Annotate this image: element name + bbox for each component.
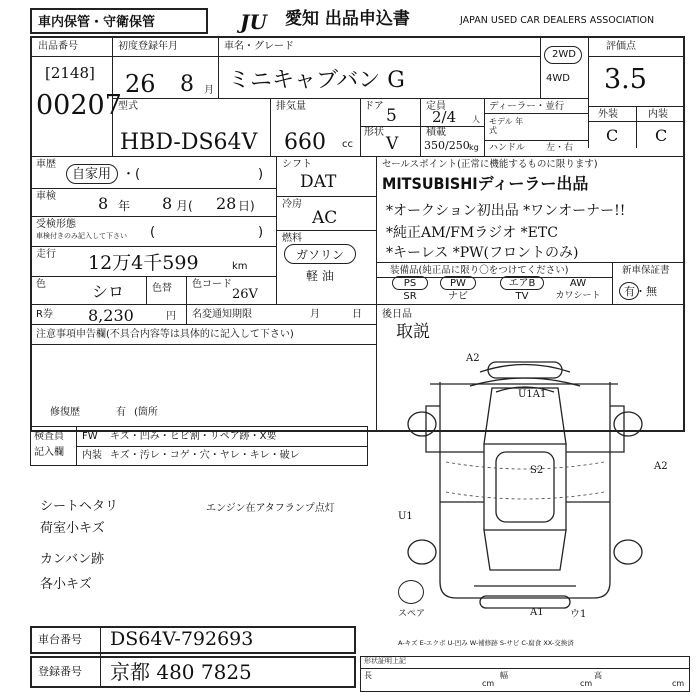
color-value: シロ [92,282,125,301]
notice-day: 日 [352,309,362,320]
manual-value: 取説 [396,322,430,342]
mileage-unit: km [232,261,248,272]
ac-label: 冷房 [282,199,302,210]
dealer-label: ディーラー・並行 [489,101,565,112]
displacement-value: 660 [284,130,326,155]
ac-value: AC [312,208,338,228]
displacement-label: 排気量 [276,101,306,112]
registration-value: 京都 480 7825 [110,660,252,684]
history-value: 自家用 [72,167,112,182]
equip-sr: SR [403,291,417,302]
manual-label: 後日品 [382,309,412,320]
type-code-value: HBD-DS64V [120,130,258,155]
mark-a2-right: A2 [654,461,668,472]
model-name-value: ミニキャブバン G [228,68,405,93]
seats-unit: 人 [472,115,480,124]
equip-ps: PS [403,278,417,289]
shape-label: 形状 [364,127,384,138]
remark-engine: エンジン在アタフランプ点灯 [206,503,335,514]
color-code-value: 26V [232,287,258,302]
history-close: ) [258,167,264,182]
lot-sub-value: [2148] [45,64,95,82]
mark-u1-top: U1A1 [518,389,547,400]
mileage-label: 走行 [36,249,56,260]
shaken-year: 8 [98,194,109,213]
fuel-label: 燃料 [282,233,302,244]
shaken-month: 8 [162,194,173,213]
selling-point-1: *オークション初出品 *ワンオーナー!! [386,203,626,219]
shaken-day: 28 [216,194,237,213]
chassis-value: DS64V-792693 [110,628,254,650]
mark-u-bottom: ウ1 [570,609,587,620]
selling-point-3: *キーレス *PW(フロントのみ) [386,245,579,261]
history-label: 車歴 [36,159,56,170]
fuel-value: ガソリン [296,248,345,262]
handle-label: ハンドル [489,143,526,153]
inspector-label-1: 検査員 [34,431,64,442]
notice-month: 月 [310,309,320,320]
drive-2wd-label: 2WD [552,49,576,60]
first-reg-year: 26 [125,70,156,98]
capacity-value: 350/250 [424,139,470,152]
recycle-value: 8,230 [88,306,134,325]
repair-value: 有 [116,407,126,418]
inspector-label-2: 記入欄 [34,447,64,458]
score-value: 3.5 [604,64,647,95]
notice-label: 名変通知期限 [192,309,252,320]
equipment-label: 装備品(純正品に限り〇をつけてください) [390,265,569,276]
first-reg-month: 8 [180,72,194,97]
doors-value: 5 [386,106,397,126]
shape-value: V [386,134,399,154]
storage-label-box [30,8,208,34]
equip-airbag-circle [500,276,544,290]
model-name-label: 車名・グレード [224,41,294,52]
size-len: 長 [364,671,372,680]
inspection-form-label: 受検形態 [36,219,76,230]
equip-ps-circle [392,276,428,290]
org-title: 愛知 出品申込書 [285,9,410,29]
inspector-row1: キズ・凹み・ヒビ割・リペア跡・X要 [110,431,277,442]
drive-2wd [544,46,582,64]
equip-aw: AW [569,278,587,289]
notes-label: 注意事項申告欄(不具合内容等は具体的に記入して下さい) [36,329,294,340]
mark-a2-top: A2 [466,353,480,364]
lot-label: 出品番号 [38,41,78,52]
size-cm-1: cm [482,679,495,688]
size-wid: 幅 [500,671,508,680]
inspector-row2: キズ・汚レ・コゲ・穴・ヤレ・キレ・破レ [110,450,300,461]
fuel-alt: 軽 油 [306,269,334,283]
score-int-value: C [655,126,668,145]
capacity-unit: kg [469,143,479,152]
selling-points-label: セールスポイント(正常に機能するものに限ります) [382,159,598,170]
equip-pw-circle [440,276,476,290]
mark-s2: S2 [530,465,544,476]
selling-points-dealer: MITSUBISHIディーラー出品 [382,174,589,193]
shift-value: DAT [300,172,337,192]
seats-value: 2/4 [432,108,457,126]
recycle-unit: 円 [166,311,176,322]
displacement-unit: cc [342,139,353,150]
inspector-row2-tag: 内装 [82,450,102,461]
warranty-label: 新車保証書 [622,265,670,276]
history-tail: ・( [122,167,141,182]
repair-tail: (箇所 [134,407,158,418]
first-reg-month-unit: 月 [204,85,214,96]
color-label: 色 [36,279,46,290]
warranty-circle [619,282,639,300]
capacity-label: 積載 [426,127,446,138]
recycle-label: R券 [36,309,53,320]
model-year-label: モデル 年式 [489,117,524,135]
spare-label: スペア [398,609,426,619]
warranty-options: 有・無 [624,285,657,298]
shaken-month-unit: 月( [176,199,193,213]
mileage-value: 12万4千599 [88,252,199,274]
remark-2: 荷室小キズ [40,521,105,536]
drive-4wd-label: 4WD [546,73,570,84]
org-english: JAPAN USED CAR DEALERS ASSOCIATION [460,15,655,26]
lot-value: 00207 [36,90,122,121]
inspection-form-open: ( [150,225,156,240]
size-cm-3: cm [672,679,685,688]
inspection-form-close: ) [258,225,264,240]
size-hgt: 高 [594,671,602,680]
doors-label: ドア [364,101,384,112]
equip-tv: TV [515,291,529,302]
equip-navi: ナビ [448,291,468,302]
remark-1: シートヘタリ [40,499,119,514]
score-ext-label: 外装 [598,109,618,120]
shaken-label: 車検 [36,191,56,202]
storage-label: 車内保管・守衛保管 [38,15,156,30]
selling-point-2: *純正AM/FMラジオ *ETC [386,225,558,241]
type-code-label: 型式 [118,101,138,112]
damage-legend: A-キズ E-エクボ U-凹み W-補修跡 S-サビ C-腐食 XX-交換済 [398,639,574,647]
shaken-day-unit: 日) [238,199,255,213]
seats-label: 定員 [426,101,446,112]
color-code-label: 色コード [192,279,232,290]
registration-label: 登録番号 [38,665,82,678]
first-reg-label: 初度登録年月 [118,41,178,52]
repair-label: 修復歴 [50,407,80,418]
inspection-form-note: 車検付きのみ記入して下さい [36,232,127,240]
chassis-label: 車台番号 [38,633,82,646]
size-cm-2: cm [580,679,593,688]
score-int-label: 内装 [648,109,668,120]
remark-3: カンバン跡 [40,552,105,567]
mark-u1-left: U1 [398,511,413,522]
equip-pw: PW [450,278,466,289]
color-plate-label: 色替 [152,283,172,294]
mark-a1-bottom: A1 [530,607,544,618]
ju-logo-text: JU [240,10,267,34]
equip-airbag: エアB [508,278,536,289]
score-ext-value: C [606,126,619,145]
equip-seat: カワシート [555,291,601,301]
score-label: 評価点 [606,41,636,52]
shift-label: シフト [282,159,312,170]
handle-options: 左・右 [546,143,574,153]
size-table [360,656,690,692]
spare-tire-icon [398,580,424,604]
shaken-year-unit: 年 [118,199,131,213]
ju-logo [240,10,282,32]
size-change-label: 形状証明上記 [364,657,406,665]
inspector-row1-tag: FW [82,431,98,442]
remark-4: 各小キズ [40,577,92,592]
